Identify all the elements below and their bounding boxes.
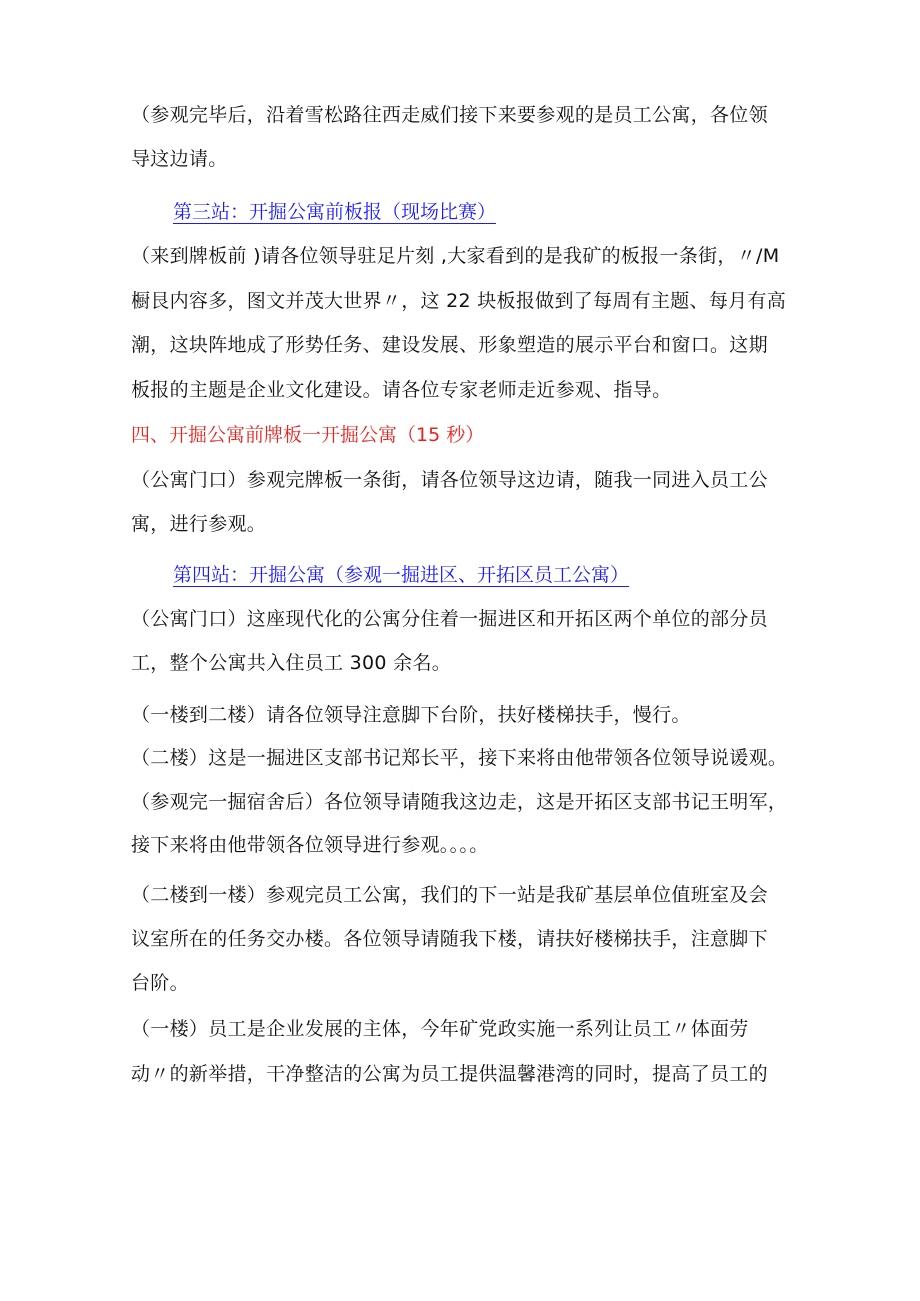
paragraph-line: （二楼到一楼）参观完员工公寓，我们的下一站是我矿基层单位值班室及会 [131, 884, 768, 906]
paragraph-line: （参观完一掘宿舍后）各位领导请随我这边走，这是开拓区支部书记王明军， [131, 791, 788, 813]
paragraph-line: 潮，这块阵地成了形势任务、建设发展、形象塑造的展示平台和窗口。这期 [131, 334, 768, 356]
paragraph-line: 板报的主题是企业文化建设。请各位专家老师走近参观、指导。 [131, 379, 672, 401]
station-4-heading-link[interactable]: 第四站：开掘公寓（参观一掘进区、开拓区员工公寓） [173, 564, 630, 586]
paragraph-line: （二楼）这是一掘进区支部书记郑长平，接下来将由他带领各位领导说谖观。 [131, 747, 788, 769]
paragraph-line: 寓，进行参观。 [131, 513, 267, 535]
paragraph-line: 动〃的新举措，干净整洁的公寓为员工提供温馨港湾的同时，提高了员工的 [131, 1063, 768, 1085]
paragraph-line: 导这边请。 [131, 148, 228, 170]
paragraph-line: （一楼到二楼）请各位领导注意脚下台阶，扶好楼梯扶手，慢行。 [131, 704, 691, 726]
paragraph-line: 议室所在的任务交办楼。各位领导请随我下楼，请扶好楼梯扶手，注意脚下 [131, 928, 768, 950]
paragraph-line: （一楼）员工是企业发展的主体，今年矿党政实施一系列让员工〃体面劳 [131, 1018, 749, 1040]
paragraph-line: 工，整个公寓共入住员工 300 余名。 [131, 652, 452, 674]
station-3-heading-link[interactable]: 第三站：开掘公寓前板报（现场比赛） [173, 201, 497, 223]
paragraph-line: （公寓门口）这座现代化的公寓分住着一掘进区和开拓区两个单位的部分员 [131, 608, 768, 630]
paragraph-line: 台阶。 [131, 972, 189, 994]
section-4-heading: 四、开掘公寓前牌板一开掘公寓（15 秒） [131, 424, 485, 446]
paragraph-line: 接下来将由他带领各位领导进行参观。。。。 [131, 834, 489, 856]
paragraph-line: （来到牌板前 )请各位领导驻足片刻 ,大家看到的是我矿的板报一条街，〃/M [131, 245, 780, 267]
paragraph-line: （参观完毕后，沿着雪松路往西走威们接下来要参观的是员工公寓，各位领 [131, 104, 768, 126]
paragraph-line: 橱艮内容多，图文并茂大世界〃，这 22 块板报做到了每周有主题、每月有高 [131, 290, 787, 312]
paragraph-line: （公寓门口）参观完牌板一条街，请各位领导这边请，随我一同进入员工公 [131, 469, 768, 491]
